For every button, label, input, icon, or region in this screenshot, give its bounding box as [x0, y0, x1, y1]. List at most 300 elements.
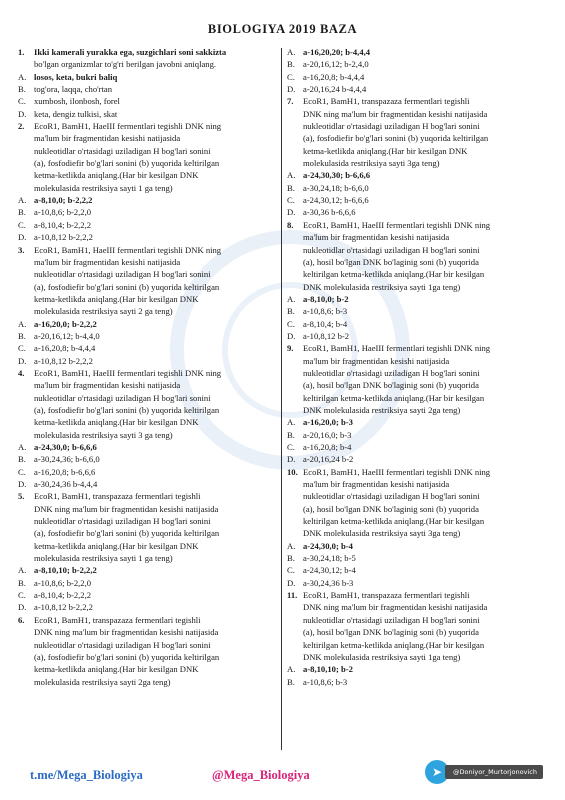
line-text: molekulasida restriksiya sayti 3 ga teng) — [34, 429, 173, 440]
line-text: DNK ning ma'lum bir fragmentidan kesishi natijasida — [303, 602, 488, 613]
question-line — [18, 120, 276, 132]
answer-option — [287, 429, 549, 441]
line-text: a-30,24,36; b-6,6,0 — [34, 454, 100, 465]
option-letter: A. — [18, 442, 27, 452]
line-text: a-10,8,12 b-2 — [303, 330, 350, 341]
question-line — [18, 614, 276, 626]
answer-option — [287, 453, 549, 465]
question-text-line — [287, 392, 549, 404]
line-text: EcoR1, BamH1, HaeIII fermentlari tegishli DNK ning — [34, 367, 222, 378]
question-text-line — [287, 355, 549, 367]
line-text: a-20,16,12; b-4,4,0 — [34, 330, 100, 341]
question-text-line — [287, 515, 549, 527]
answer-option — [287, 305, 549, 317]
answer-option — [18, 71, 276, 83]
option-letter — [18, 676, 34, 688]
option-letter — [287, 108, 303, 120]
correct-answer-text: a-8,10,0; b-2 — [303, 293, 349, 304]
option-letter: B. — [18, 577, 26, 588]
correct-answer-text: a-8,10,10; b-2,2,2 — [34, 565, 97, 576]
option-letter — [18, 392, 34, 404]
line-text: a-16,20,8; b-4,4,4 — [34, 343, 96, 354]
option-letter — [18, 515, 34, 527]
option-letter — [18, 293, 34, 305]
answer-option — [18, 342, 276, 354]
question-text-line — [287, 367, 549, 379]
line-text: EcoR1, BamH1, HaeIII fermentlari tegishli DNK ning — [303, 466, 491, 477]
option-letter — [18, 268, 34, 280]
question-text-line — [287, 120, 549, 132]
answer-option — [18, 466, 276, 478]
option-letter — [18, 552, 34, 564]
option-letter: B. — [18, 330, 26, 341]
question-text-line — [287, 132, 549, 144]
line-text: a-8,10,4; b-2,2,2 — [34, 590, 92, 601]
question-number: 10. — [287, 466, 298, 477]
line-text: molekulasida restriksiya sayti 3ga teng) — [303, 158, 440, 169]
option-letter — [18, 145, 34, 157]
option-letter: B. — [18, 454, 26, 465]
line-text: DNK molekulasida restriksiya sayti 2ga teng) — [303, 404, 461, 415]
line-text: (a), fosfodiefir bo'g'lari sonini (b) yuqorida keltirilgan — [34, 651, 220, 662]
question-text-line — [287, 268, 549, 280]
question-text-line — [18, 293, 276, 305]
option-letter — [287, 404, 303, 416]
answer-option — [287, 293, 549, 305]
line-text: EcoR1, BamH1, HaeIII fermentlari tegishli DNK ning — [303, 219, 491, 230]
option-letter — [287, 503, 303, 515]
option-letter: A. — [18, 71, 27, 82]
line-text: molekulasida restriksiya sayti 2ga teng) — [34, 676, 171, 687]
option-letter: C. — [287, 565, 295, 576]
question-text-line — [18, 503, 276, 515]
question-text-line — [18, 145, 276, 157]
question-line — [287, 95, 549, 107]
line-text: nukleotidlar o'rtasidagi uziladigan H bog'lari sonini — [303, 614, 480, 625]
line-text: a-30,36 b-6,6,6 — [303, 207, 356, 218]
question-line — [287, 589, 549, 601]
question-number: 9. — [287, 343, 294, 354]
question-text-line — [287, 281, 549, 293]
question-line — [18, 244, 276, 256]
option-letter: C. — [18, 96, 26, 107]
option-letter — [287, 527, 303, 539]
question-text-line — [287, 651, 549, 663]
line-text: ketma-ketlikda aniqlang.(Har bir kesilgan DNK — [34, 293, 199, 304]
option-letter: D. — [18, 108, 27, 119]
option-letter — [287, 157, 303, 169]
question-text-line — [287, 244, 549, 256]
question-text-line — [18, 182, 276, 194]
question-number: 1. — [18, 47, 25, 57]
line-text: nukleotidlar o'rtasidagi uziladigan H bog'lari sonini — [34, 145, 211, 156]
option-letter — [18, 416, 34, 428]
option-letter — [18, 651, 34, 663]
answer-option — [287, 83, 549, 95]
option-letter — [18, 157, 34, 169]
question-text-line — [18, 305, 276, 317]
option-letter: D. — [18, 355, 27, 366]
option-letter — [18, 639, 34, 651]
answer-option — [18, 83, 276, 95]
option-letter: C. — [287, 195, 295, 206]
question-text-line — [18, 416, 276, 428]
line-text: ma'lum bir fragmentidan kesishi natijasida — [303, 479, 450, 490]
question-text-line — [18, 429, 276, 441]
option-letter: D. — [287, 454, 296, 465]
line-text: a-16,20,8; b-4,4,4 — [303, 71, 365, 82]
option-letter — [18, 58, 34, 70]
correct-answer-text: a-8,10,0; b-2,2,2 — [34, 195, 93, 206]
line-text: ketma-ketlikda aniqlang.(Har bir kesilgan DNK — [34, 170, 199, 181]
question-text-line — [287, 527, 549, 539]
correct-answer-text: a-24,30,30; b-6,6,6 — [303, 170, 371, 181]
author-handle: @Doniyor_Murtorjonovich — [445, 765, 543, 779]
option-letter: C. — [18, 219, 26, 230]
answer-option — [287, 318, 549, 330]
answer-option — [18, 564, 276, 576]
option-letter: D. — [287, 577, 296, 588]
answer-option — [18, 577, 276, 589]
question-text-line — [287, 145, 549, 157]
option-letter: C. — [18, 343, 26, 354]
line-text: EcoR1, BamH1, transpazaza fermentlari tegishli — [303, 590, 470, 601]
question-number: 2. — [18, 121, 25, 132]
question-text-line — [18, 404, 276, 416]
option-letter: A. — [287, 664, 296, 675]
line-text: EcoR1, BamH1, transpazaza fermentlari tegishli — [34, 491, 201, 502]
option-letter: B. — [287, 306, 295, 317]
telegram-link[interactable]: t.me/Mega_Biologiya — [30, 768, 143, 782]
answer-option — [18, 219, 276, 231]
option-letter — [287, 478, 303, 490]
question-text-line — [18, 132, 276, 144]
question-text-line — [18, 540, 276, 552]
correct-answer-text: a-16,20,0; b-2,2,2 — [34, 318, 97, 329]
line-text: (a), fosfodiefir bo'g'lari sonini (b) yuqorida keltirilgan — [34, 404, 220, 415]
correct-answer-text: a-16,20,0; b-3 — [303, 417, 353, 428]
answer-option — [287, 169, 549, 181]
question-number: 5. — [18, 491, 25, 502]
question-text-line — [287, 231, 549, 243]
question-text-line — [18, 639, 276, 651]
question-text-line — [18, 169, 276, 181]
line-text: (a), fosfodiefir bo'g'lari sonini (b) yuqorida keltirilgan — [34, 281, 220, 292]
answer-option — [18, 453, 276, 465]
option-letter — [287, 244, 303, 256]
question-text-line — [287, 108, 549, 120]
answer-option — [18, 231, 276, 243]
option-letter: D. — [287, 207, 296, 218]
option-letter — [287, 392, 303, 404]
answer-option — [287, 416, 549, 428]
question-number: 3. — [18, 244, 25, 255]
question-text-line — [18, 256, 276, 268]
answer-option — [287, 330, 549, 342]
line-text: nukleotidlar o'rtasidagi uziladigan H bog'lari sonini — [303, 244, 480, 255]
question-text-line — [18, 663, 276, 675]
line-text: nukleotidlar o'rtasidagi uziladigan H bog'lari sonini — [303, 491, 480, 502]
answer-option — [18, 206, 276, 218]
option-letter — [18, 503, 34, 515]
line-text: a-10,8,6; b-2,2,0 — [34, 577, 92, 588]
answer-option — [287, 206, 549, 218]
option-letter — [287, 355, 303, 367]
answer-option — [18, 318, 276, 330]
question-number: 4. — [18, 367, 25, 378]
question-number: 6. — [18, 614, 25, 625]
line-text: a-20,16,12; b-2,4,0 — [303, 59, 369, 70]
question-line — [287, 219, 549, 231]
line-text: nukleotidlar o'rtasidagi uziladigan H bog'lari sonini — [303, 367, 480, 378]
line-text: DNK ning ma'lum bir fragmentidan kesishi natijasida — [303, 108, 488, 119]
option-letter: D. — [18, 602, 27, 613]
question-text-line — [287, 626, 549, 638]
question-number: 8. — [287, 219, 294, 230]
option-letter — [287, 626, 303, 638]
line-text: ketma-ketlikda aniqlang.(Har bir kesilgan DNK — [303, 145, 468, 156]
option-letter: A. — [287, 170, 296, 181]
option-letter — [18, 182, 34, 194]
line-text: DNK molekulasida restriksiya sayti 1ga teng) — [303, 651, 461, 662]
answer-option — [287, 577, 549, 589]
option-letter: A. — [287, 47, 296, 57]
question-text-line — [18, 552, 276, 564]
option-letter — [287, 256, 303, 268]
option-letter: C. — [287, 71, 295, 82]
option-letter — [18, 626, 34, 638]
question-text-line — [287, 256, 549, 268]
answer-option — [287, 58, 549, 70]
option-letter — [18, 132, 34, 144]
line-text: keltirilgan ketma-ketlikda aniqlang.(Har bir kesilgan — [303, 392, 485, 403]
question-text-line — [18, 157, 276, 169]
line-text: nukleotidlar o'rtasidagi uziladigan H bog'lari sonini — [34, 639, 211, 650]
answer-option — [287, 676, 549, 688]
answer-option — [18, 194, 276, 206]
line-text: a-30,24,36 b-3 — [303, 577, 354, 588]
line-text: ketma-ketlikda aniqlang.(Har bir kesilgan DNK — [34, 540, 199, 551]
author-badge[interactable] — [425, 760, 543, 784]
line-text: ma'lum bir fragmentidan kesishi natijasida — [34, 380, 181, 391]
page-title: BIOLOGIYA 2019 BAZA — [207, 22, 358, 36]
option-letter — [18, 404, 34, 416]
question-text-line — [18, 58, 276, 70]
correct-answer-text: a-24,30,0; b-6,6,6 — [34, 442, 97, 452]
question-number: 11. — [287, 590, 298, 601]
question-text-line — [18, 392, 276, 404]
line-text: ketma-ketlikda aniqlang.(Har bir kesilgan DNK — [34, 664, 199, 675]
line-text: a-30,24,18; b-5 — [303, 553, 356, 564]
line-text: a-20,16,0; b-3 — [303, 429, 352, 440]
line-text: DNK molekulasida restriksiya sayti 3ga teng) — [303, 528, 461, 539]
line-text: a-20,16,24 b-2 — [303, 454, 354, 465]
option-letter: B. — [287, 429, 295, 440]
question-text-line — [18, 626, 276, 638]
line-text: (a), hosil bo'lgan DNK bo'laginig soni (b) yuqorida — [303, 256, 479, 267]
option-letter — [287, 379, 303, 391]
line-text: molekulasida restriksiya sayti 2 ga teng) — [34, 306, 173, 317]
line-text: a-10,8,12 b-2,2,2 — [34, 355, 93, 366]
option-letter: B. — [287, 676, 295, 687]
answer-option — [18, 108, 276, 120]
line-text: a-8,10,4; b-2,2,2 — [34, 219, 92, 230]
line-text: ma'lum bir fragmentidan kesishi natijasida — [34, 256, 181, 267]
option-letter: B. — [287, 182, 295, 193]
option-letter — [18, 379, 34, 391]
telegram-icon: ➤ — [425, 760, 449, 784]
option-letter — [287, 132, 303, 144]
question-line — [18, 367, 276, 379]
option-letter — [18, 663, 34, 675]
option-letter — [287, 490, 303, 502]
option-letter: A. — [287, 417, 296, 428]
option-letter: C. — [287, 442, 295, 452]
option-letter — [287, 651, 303, 663]
line-text: nukleotidlar o'rtasidagi uziladigan H bog'lari sonini — [34, 516, 211, 527]
line-text: EcoR1, BamH1, HaeIII fermentlari tegishli DNK ning — [34, 121, 222, 132]
option-letter — [287, 231, 303, 243]
question-text-line — [18, 268, 276, 280]
correct-answer-text: a-8,10,10; b-2 — [303, 664, 353, 675]
option-letter — [287, 614, 303, 626]
line-text: a-24,30,12; b-4 — [303, 565, 356, 576]
line-text: keltirilgan ketma-ketlikda aniqlang.(Har bir kesilgan — [303, 516, 485, 527]
question-text-line — [18, 527, 276, 539]
option-letter — [18, 281, 34, 293]
option-letter — [287, 268, 303, 280]
option-letter: C. — [18, 590, 26, 601]
question-text-line — [287, 639, 549, 651]
question-line — [18, 46, 276, 58]
question-text-line — [18, 676, 276, 688]
line-text: ma'lum bir fragmentidan kesishi natijasida — [303, 232, 450, 243]
option-letter: B. — [18, 207, 26, 218]
answer-option — [18, 355, 276, 367]
option-letter: D. — [18, 479, 27, 490]
line-text: (a), hosil bo'lgan DNK bo'laginig soni (b) yuqorida — [303, 503, 479, 514]
question-text-line — [18, 379, 276, 391]
line-text: molekulasida restriksiya sayti 1 ga teng) — [34, 553, 173, 564]
question-line — [18, 490, 276, 502]
line-text: EcoR1, BamH1, HaeIII fermentlari tegishli DNK ning — [303, 343, 491, 354]
option-letter — [18, 169, 34, 181]
line-text: DNK ning ma'lum bir fragmentidan kesishi natijasida — [34, 627, 219, 638]
option-letter: C. — [287, 318, 295, 329]
answer-option — [18, 589, 276, 601]
line-text: keltirilgan ketma-ketlikda aniqlang.(Har bir kesilgan — [303, 639, 485, 650]
line-text: bo'lgan organizmlar to'g'ri berilgan javobni aniqlang. — [34, 59, 217, 70]
question-text-line — [287, 490, 549, 502]
answer-option — [18, 95, 276, 107]
answer-option — [287, 71, 549, 83]
answer-option — [287, 552, 549, 564]
line-text: a-16,20,8; b-6,6,6 — [34, 466, 96, 477]
line-text: DNK molekulasida restriksiya sayti 1ga teng) — [303, 281, 461, 292]
answer-option — [287, 663, 549, 675]
option-letter: A. — [287, 540, 296, 551]
option-letter: D. — [287, 84, 296, 95]
line-text: (a), hosil bo'lgan DNK bo'laginig soni (b) yuqorida — [303, 627, 479, 638]
answer-option — [18, 330, 276, 342]
question-text-line — [287, 379, 549, 391]
line-text: ketma-ketlikda aniqlang.(Har bir kesilgan DNK — [34, 417, 199, 428]
option-letter — [287, 120, 303, 132]
line-text: a-8,10,4; b-4 — [303, 318, 348, 329]
line-text: keltirilgan ketma-ketlikda aniqlang.(Har bir kesilgan — [303, 269, 485, 280]
channel-handle: @Mega_Biologiya — [212, 768, 310, 782]
option-letter: D. — [18, 232, 27, 243]
answer-option — [287, 564, 549, 576]
question-text-line — [18, 281, 276, 293]
option-letter: B. — [287, 59, 295, 70]
left-question-column — [18, 46, 276, 688]
question-text-line — [287, 601, 549, 613]
line-text: EcoR1, BamH1, transpazaza fermentlari tegishli — [34, 614, 201, 625]
line-text: (a), hosil bo'lgan DNK bo'laginig soni (b) yuqorida — [303, 380, 479, 391]
line-text: keta, dengiz tulkisi, skat — [34, 108, 118, 119]
line-text: a-10,8,6; b-2,2,0 — [34, 207, 92, 218]
line-text: a-10,8,12 b-2,2,2 — [34, 602, 93, 613]
line-text: (a), fosfodiefir bo'g'lari sonini (b) yuqorida keltirilgan — [34, 528, 220, 539]
question-text-line — [287, 157, 549, 169]
option-letter — [18, 540, 34, 552]
line-text: a-10,8,6; b-3 — [303, 306, 348, 317]
option-letter — [287, 515, 303, 527]
right-question-column — [287, 46, 549, 688]
option-letter — [18, 305, 34, 317]
question-text-line — [287, 503, 549, 515]
line-text: ma'lum bir fragmentidan kesishi natijasida — [303, 355, 450, 366]
line-text: ma'lum bir fragmentidan kesishi natijasida — [34, 133, 181, 144]
option-letter: A. — [18, 195, 27, 206]
option-letter — [287, 601, 303, 613]
correct-answer-text: a-24,30,0; b-4 — [303, 540, 353, 551]
line-text: nukleotidlar o'rtasidagi uziladigan H bog'lari sonini — [34, 269, 211, 280]
line-text: a-10,8,12 b-2,2,2 — [34, 232, 93, 243]
line-text: (a), fosfodiefir bo'g'lari sonini (b) yuqorida keltirilgan — [34, 158, 220, 169]
question-text-line — [287, 478, 549, 490]
line-text: nukleotidlar o'rtasidagi uziladigan H bog'lari sonini — [303, 121, 480, 132]
line-text: a-24,30,12; b-6,6,6 — [303, 195, 369, 206]
question-text-line — [287, 614, 549, 626]
option-letter: B. — [287, 553, 295, 564]
line-text: molekulasida restriksiya sayti 1 ga teng) — [34, 182, 173, 193]
line-text: tog'ora, laqqa, cho'rtan — [34, 84, 113, 95]
option-letter — [18, 527, 34, 539]
option-letter — [287, 281, 303, 293]
line-text: (a), fosfodiefir bo'g'lari sonini (b) yuqorida keltirilgan — [303, 133, 489, 144]
question-line — [287, 342, 549, 354]
answer-option — [18, 601, 276, 613]
answer-option — [287, 441, 549, 453]
line-text: a-16,20,8; b-4 — [303, 442, 352, 452]
question-text-line — [287, 404, 549, 416]
line-text: EcoR1, BamH1, transpazaza fermentlari tegishli — [303, 96, 470, 107]
question-number: 7. — [287, 96, 294, 107]
line-text: a-20,16,24 b-4,4,4 — [303, 84, 367, 95]
answer-option — [287, 46, 549, 58]
line-text: DNK ning ma'lum bir fragmentidan kesishi natijasida — [34, 503, 219, 514]
option-letter: A. — [18, 565, 27, 576]
option-letter: A. — [287, 293, 296, 304]
answer-option — [287, 194, 549, 206]
question-text-line — [18, 515, 276, 527]
answer-option — [287, 182, 549, 194]
line-text: EcoR1, BamH1, HaeIII fermentlari tegishli DNK ning — [34, 244, 222, 255]
answer-option — [18, 441, 276, 453]
option-letter: C. — [18, 466, 26, 477]
